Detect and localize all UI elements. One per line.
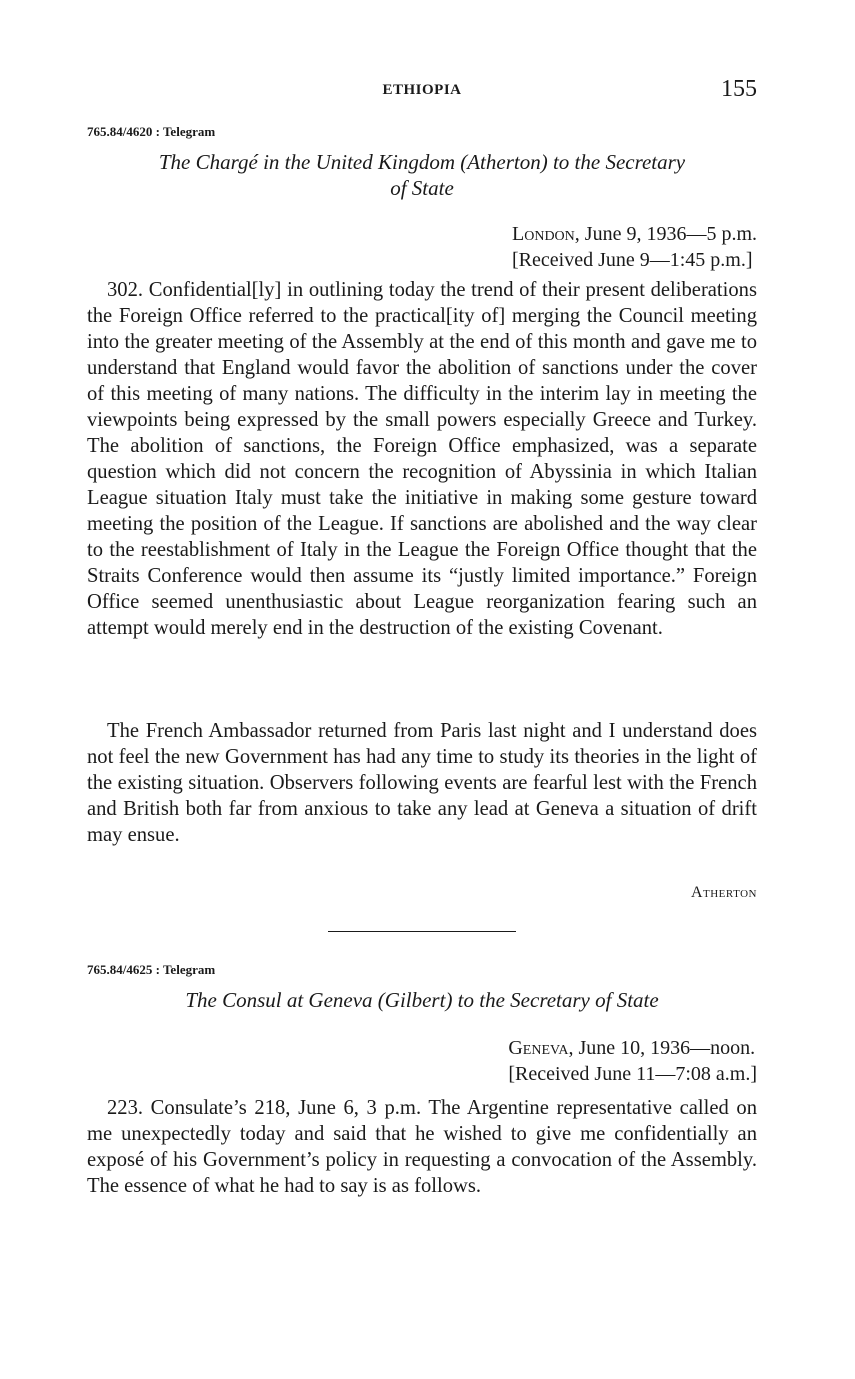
- doc2-date-text: , June 10, 1936—noon.: [568, 1037, 756, 1059]
- doc1-signature: Atherton: [690, 884, 757, 901]
- doc1-dateline: [512, 221, 757, 273]
- page-number: 155: [721, 76, 757, 102]
- doc1-place: London: [512, 223, 575, 245]
- doc1-title-line2: of State: [390, 176, 454, 200]
- doc2-date: [508, 1035, 757, 1061]
- doc1-file-id: 765.84/4620 : Telegram: [87, 124, 216, 139]
- doc1-paragraph-2: The French Ambassador returned from Paris last night and I understand does not feel the new Government has had any time to study its theories in the light of the existing situation. Observers following events are fearful lest with the French and British both far from anxious to take any lead at Geneva a situation of drift may ensue.: [87, 720, 757, 846]
- doc2-received: [Received June 11—7:08 a.m.]: [508, 1063, 757, 1085]
- doc2-place: Geneva: [508, 1037, 569, 1059]
- doc2-title: The Consul at Geneva (Gilbert) to the Secretary of State: [185, 988, 659, 1012]
- doc1-paragraph-1: 302. Confidential[ly] in outlining today the trend of their present deliberations the Foreign Office referred to the practical[ity of] merging the Council meeting into the greater meeting of the Assembly at the end of this month and gave me to understand that England would favor the abolition of sanctions under the cover of this meeting of many nations. The difficulty in the interim lay in meeting the viewpoints being expressed by the small powers especially Greece and Turkey. The abolition of sanctions, the Foreign Office emphasized, was a separate question which did not concern the recognition of Abyssinia in which Italian League situation Italy must take the initiative in making some gesture toward meeting the position of the League. If sanctions are abolished and the way clear to the reestablishment of Italy in the League the Foreign Office thought that the Straits Conference would then assume its “justly limited importance.” Foreign Office seemed unenthusiastic about League reorganization fearing such an attempt would merely end in the destruction of the existing Covenant.: [87, 279, 757, 639]
- doc2-paragraph: 223. Consulate’s 218, June 6, 3 p.m. The Argentine representative called on me unexpectedly today and said that he wished to give me confidentially an exposé of his Government’s policy in requesting a convocation of the Assembly. The essence of what he had to say is as follows.: [87, 1097, 757, 1197]
- doc1-received: [Received June 9—1:45 p.m.]: [512, 249, 753, 271]
- section-divider: [328, 931, 516, 932]
- page-header: [87, 76, 757, 104]
- doc2-dateline: [508, 1035, 757, 1087]
- document-page: [87, 0, 757, 1379]
- doc1-title: [87, 149, 757, 201]
- running-title: ETHIOPIA: [382, 82, 462, 98]
- doc2-file-id: 765.84/4625 : Telegram: [87, 962, 216, 977]
- doc1-title-line1: The Chargé in the United Kingdom (Atherton) to the Secretary: [158, 150, 686, 174]
- doc1-date: [512, 221, 757, 247]
- doc1-date-text: , June 9, 1936—5 p.m.: [574, 223, 757, 245]
